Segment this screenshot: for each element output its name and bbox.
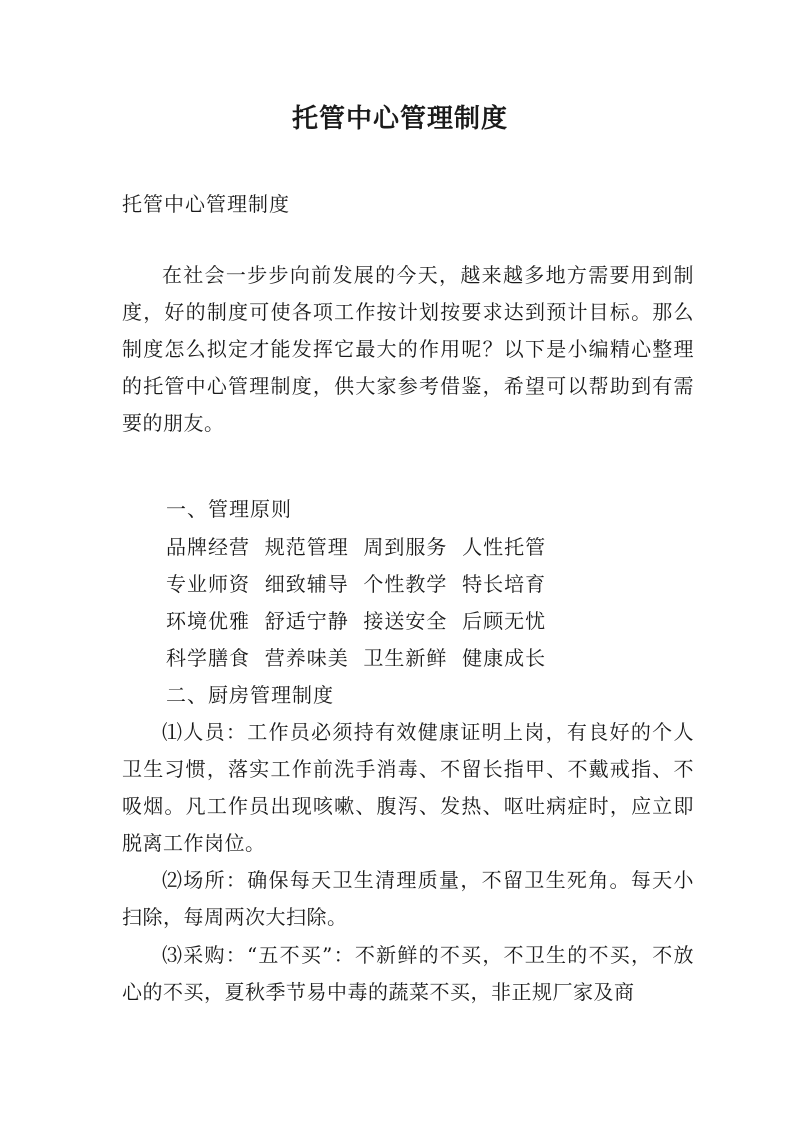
document-subtitle: 托管中心管理制度 — [122, 192, 290, 216]
section-heading-principles: 一、管理原则 — [166, 497, 292, 521]
kitchen-rule-personnel: ⑴人员：工作员必须持有效健康证明上岗，有良好的个人卫生习惯，落实工作前洗手消毒、不留长指甲、不戴戒指、不吸烟。凡工作员出现咳嗽、腹泻、发热、呕吐病症时，应立即脱离工作岗位。 — [122, 720, 694, 855]
document-title: 托管中心管理制度 — [291, 104, 508, 134]
principle-line: 品牌经营 规范管理 周到服务 人性托管 — [166, 535, 547, 559]
kitchen-rule-premises: ⑵场所：确保每天卫生清理质量，不留卫生死角。每天小扫除，每周两次大扫除。 — [122, 868, 694, 929]
principle-line: 专业师资 细致辅导 个性教学 特长培育 — [166, 572, 547, 596]
intro-paragraph: 在社会一步步向前发展的今天，越来越多地方需要用到制度，好的制度可使各项工作按计划按要求达到预计目标。那么制度怎么拟定才能发挥它最大的作用呢？以下是小编精心整理的托管中心管理制度，供大家参考借鉴，希望可以帮助到有需要的朋友。 — [122, 263, 694, 435]
kitchen-rule-purchasing: ⑶采购：“五不买”：不新鲜的不买，不卫生的不买，不放心的不买，夏秋季节易中毒的蔬菜不买，非正规厂家及商 — [122, 943, 694, 1004]
principle-line: 环境优雅 舒适宁静 接送安全 后顾无忧 — [166, 609, 547, 633]
section-heading-kitchen: 二、厨房管理制度 — [166, 683, 334, 707]
principle-line: 科学膳食 营养味美 卫生新鲜 健康成长 — [166, 646, 547, 670]
